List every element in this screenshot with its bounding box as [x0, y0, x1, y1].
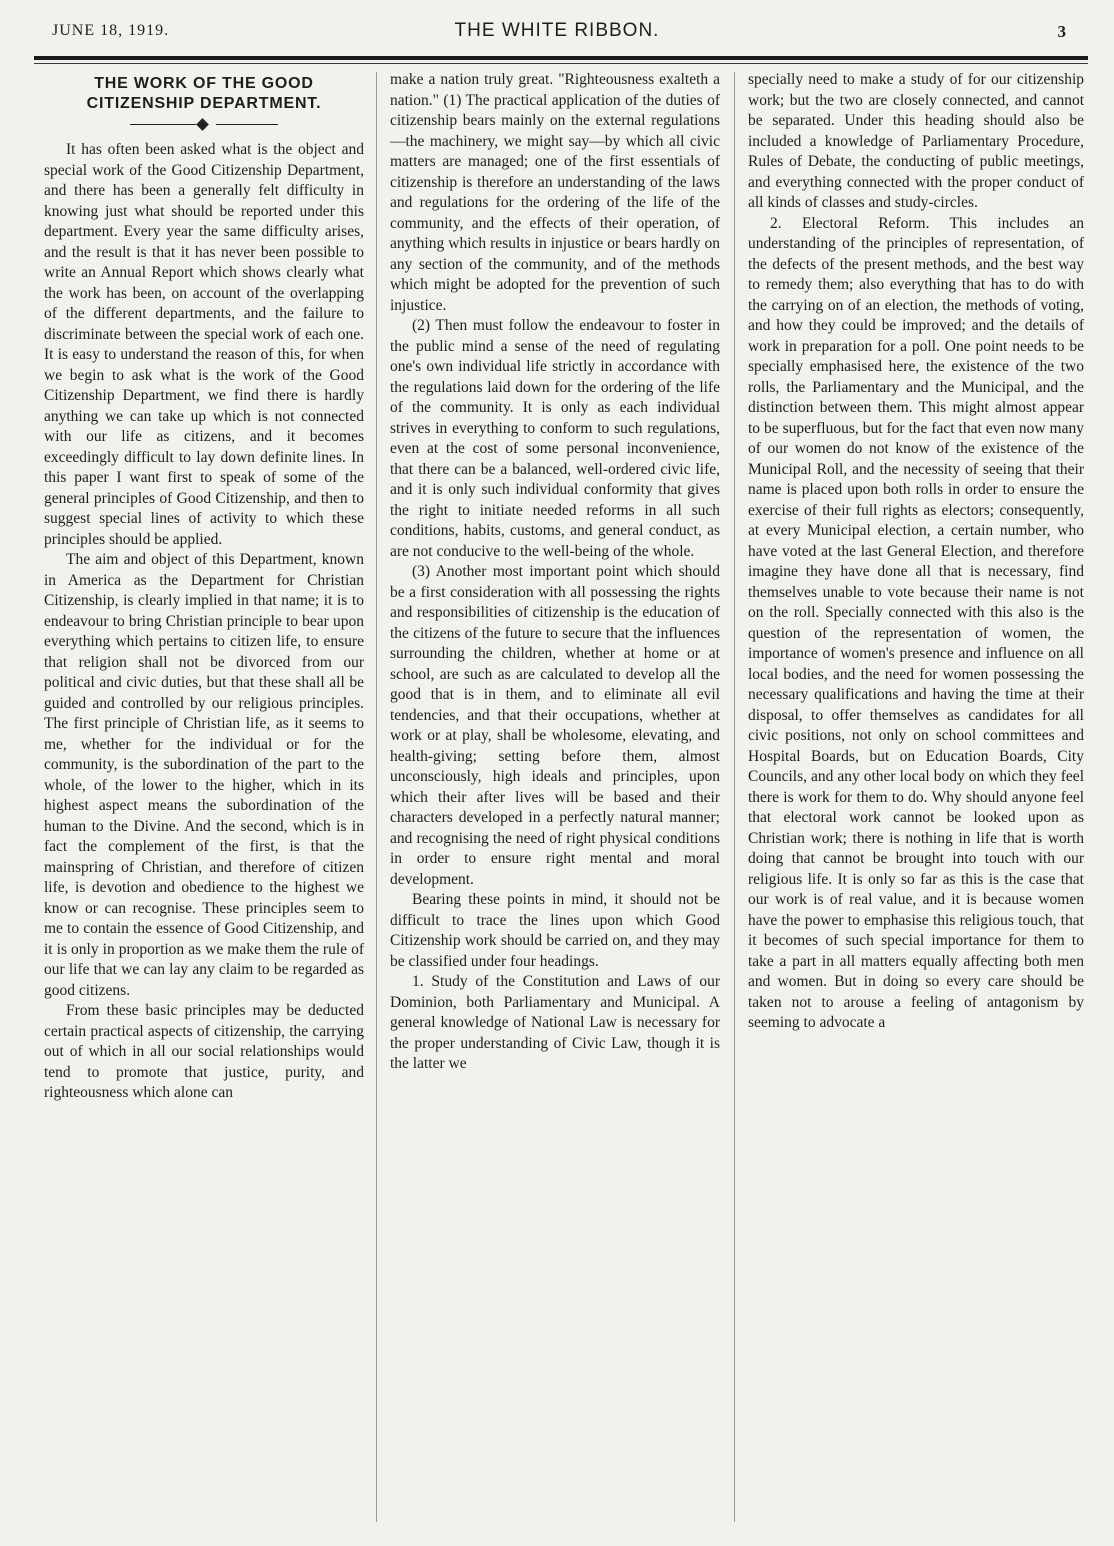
article-headline: THE WORK OF THE GOOD CITIZENSHIP DEPARTMENT.: [86, 75, 322, 112]
paragraph: 2. Electoral Reform. This includes an understanding of the principles of representation, of the defects of the present methods, and the best way to remedy them; also everything that has to do with the carrying on of an election, the methods of voting, and how they could be improved; and the details of work in preparation for a poll. One point needs to be specially emphasised here, the existence of the two rolls, the Parliamentary and the Municipal, and the distinction between them. This might almost appear to be superfluous, but for the fact that even now many of our women do not know of the existence of the Municipal Roll, and the necessity of seeing that their name is placed upon both rolls in order to ensure the exercise of their full rights as electors; consequently, at every Municipal election, a certain number, who have voted at the last General Election, and therefore imagine they have done all that is necessary, find themselves unable to vote because their name is not on the roll. Specially connected with this also is the question of the representation of women, the importance of women's presence and influence on all local bodies, and the need for women possessing the necessary qualifications and having the time at their disposal, to offer themselves as candidates for all civic positions, not only on school committees and Hospital Boards, but on Education Boards, City Councils, and any other local body on which they feel there is work for them to do. Why should anyone feel that electoral work cannot be looked upon as Christian work; there is nothing in life that is worth doing that cannot be brought into touch with our religious life. It is only so far as this is the case that our work is of real value, and it is because women have the power to emphasise this religious touch, that it becomes of such special importance for them to take a part in all matters equally affecting both men and women. But in doing so every care should be taken not to arouse a feeling of antagonism by seeming to advocate a: [748, 214, 1084, 1031]
paragraph: Bearing these points in mind, it should not be difficult to trace the lines upon which Good Citizenship work should be carried on, and they may be classified under four headings.: [390, 891, 720, 970]
column-divider: [734, 72, 735, 1522]
paragraph: 1. Study of the Constitution and Laws of our Dominion, both Parliamentary and Municipal. A general knowledge of National Law is necessary for the proper understanding of Civic Law, though it is the latter we: [390, 973, 720, 1072]
masthead-rule: [34, 56, 1088, 60]
issue-date: JUNE 18, 1919.: [52, 22, 170, 39]
column-1: [44, 70, 364, 1104]
page-number: 3: [1057, 22, 1066, 41]
headline-ornament: [44, 118, 364, 132]
masthead-rule-thin: [34, 63, 1088, 64]
paragraph: The aim and object of this Department, known in America as the Department for Christian Citizenship, is clearly implied in that name; it is to endeavour to bring Christian principle to bear upon everything which pertains to citizen life, to ensure that religion shall not be divorced from our political and civic duties, but that these shall all be guided and controlled by our religious principles. The first principle of Christian life, as it seems to me, whether for the individual or for the community, is the subordination of the part to the whole, of the lower to the higher, which in its highest aspect means the subordination of the human to the Divine. And the second, which is in fact the complement of the first, is that the mainspring of Christian, and therefore of citizen life, is devotion and obedience to the highest we know or can recognise. These principles seem to me to contain the essence of Good Citizenship, and it is only in proportion as we make them the rule of our life that we can lay any claim to be regarded as good citizens.: [44, 551, 364, 999]
column-divider: [376, 72, 377, 1522]
paragraph: From these basic principles may be deducted certain practical aspects of citizenship, the carrying out of which in all our social relationships would tend to promote that justice, purity, and righteousness which alone can: [44, 1002, 364, 1101]
paragraph: (3) Another most important point which should be a first consideration with all possessing the rights and responsibilities of citizenship is the education of the citizens of the future to secure that the influences surrounding the children, whether at home or at school, are such as are calculated to develop all the good that is in them, and to eliminate all evil tendencies, and that their occupations, whether at work or at play, shall be wholesome, elevating, and health-giving; setting before them, almost unconsciously, high ideals and principles, upon which their after lives will be based and their characters developed in a perfectly natural manner; and recognising the need of right physical conditions in order to ensure right mental and moral development.: [390, 563, 720, 888]
column-2: [390, 70, 720, 1075]
paragraph: specially need to make a study of for our citizenship work; but the two are closely connected, and cannot be separated. Under this heading should also be included a knowledge of Parliamentary Procedure, Rules of Debate, the conducting of public meetings, and everything connected with the proper conduct of all kinds of classes and study-circles.: [748, 71, 1084, 211]
masthead: [40, 20, 1074, 46]
paragraph: make a nation truly great. "Righteousness exalteth a nation." (1) The practical application of the duties of citizenship bears mainly on the external regulations—the machinery, we might say—by which all civic matters are managed; one of the first essentials of citizenship is therefore an understanding of the laws and regulations for the ordering of the life of the community, and the effects of their operation, of anything which results in injustice or bears hardly on any section of the community, and of the methods which might be adopted for the prevention of such injustice.: [390, 71, 720, 314]
column-3: [748, 70, 1084, 1034]
newspaper-title: THE WHITE RIBBON.: [454, 20, 660, 41]
paragraph: (2) Then must follow the endeavour to foster in the public mind a sense of the need of regulating one's own individual life strictly in accordance with the regulations laid down for the ordering of the life of the community. It is only as each individual strives in everything to conform to such regulations, even at the cost of some personal inconvenience, that there can be a balanced, well-ordered civic life, and it is only such individual conformity that gives the right to initiate needed reforms in all such conditions, habits, customs, and general conduct, as are not conducive to the well-being of the whole.: [390, 317, 720, 560]
paragraph: It has often been asked what is the object and special work of the Good Citizenship Department, and there has been a generally felt difficulty in knowing just what should be reported under this department. Every year the same difficulty arises, and the result is that it has never been possible to write an Annual Report which shows clearly what the work has been, on account of the overlapping of the different departments, and the failure to discriminate between the special work of each one. It is easy to understand the reason of this, for when we begin to ask what is the work of the Good Citizenship Department, we find there is hardly anything we can take up which is not connected with our life as citizens, and it becomes exceedingly difficult to lay down definite lines. In this paper I want first to speak of some of the general principles of Good Citizenship, and then to suggest special lines of activity to which these principles should be applied.: [44, 141, 364, 548]
